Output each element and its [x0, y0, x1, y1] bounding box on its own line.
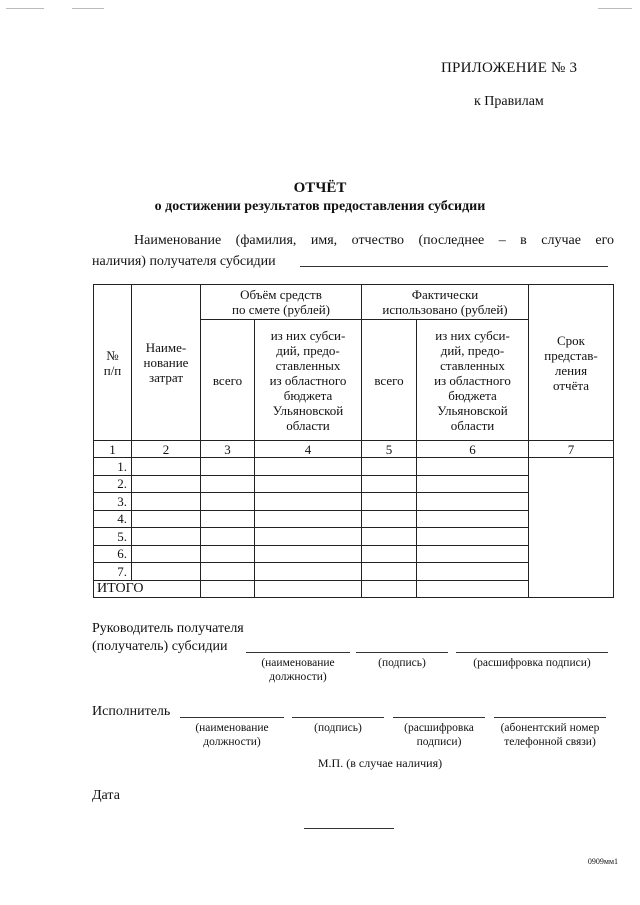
executor-position-line[interactable]: [180, 717, 284, 718]
data-cell[interactable]: [255, 563, 362, 581]
intro-line-1: Наименование (фамилия, имя, отчество (последнее – в случае его: [134, 233, 614, 248]
data-cell[interactable]: [255, 475, 362, 493]
head-signature-line[interactable]: [356, 652, 448, 653]
head-decoding-line[interactable]: [456, 652, 608, 653]
data-cell[interactable]: [417, 528, 529, 546]
data-cell[interactable]: [417, 458, 529, 476]
total-cell[interactable]: [417, 580, 529, 598]
data-cell[interactable]: [417, 563, 529, 581]
data-cell[interactable]: [362, 475, 417, 493]
data-cell[interactable]: [255, 493, 362, 511]
data-cell[interactable]: [201, 493, 255, 511]
col-number: 4: [255, 441, 362, 458]
header-actual-regional: из них субси- дий, предо- ставленных из областного бюджета Ульяновской области: [417, 320, 529, 441]
total-label: ИТОГО: [94, 580, 201, 598]
col-number: 7: [529, 441, 614, 458]
header-actual-total: всего: [362, 320, 417, 441]
scan-mark: [598, 8, 632, 9]
row-number: 5.: [94, 528, 132, 546]
appendix-number: ПРИЛОЖЕНИЕ № 3: [441, 60, 578, 76]
data-cell[interactable]: [132, 545, 201, 563]
footer-code: 0909мм1: [587, 857, 618, 866]
row-number: 6.: [94, 545, 132, 563]
scan-mark: [72, 8, 104, 9]
row-number: 2.: [94, 475, 132, 493]
header-estimate-total: всего: [201, 320, 255, 441]
data-cell[interactable]: [362, 563, 417, 581]
data-cell[interactable]: [417, 475, 529, 493]
data-cell[interactable]: [132, 563, 201, 581]
executor-label: Исполнитель: [92, 704, 171, 719]
stamp-note: М.П. (в случае наличия): [317, 756, 443, 770]
head-decoding-caption: (расшифровка подписи): [473, 657, 591, 669]
head-signature-caption: (подпись): [378, 657, 426, 669]
executor-signature-line[interactable]: [292, 717, 384, 718]
data-cell[interactable]: [132, 475, 201, 493]
row-number: 7.: [94, 563, 132, 581]
data-cell[interactable]: [201, 475, 255, 493]
col-number: 3: [201, 441, 255, 458]
table-row: [94, 458, 614, 476]
col-number: 2: [132, 441, 201, 458]
data-cell[interactable]: [201, 545, 255, 563]
data-cell[interactable]: [201, 563, 255, 581]
recipient-name-line[interactable]: [300, 266, 608, 267]
row-number: 3.: [94, 493, 132, 511]
row-number: 4.: [94, 510, 132, 528]
data-cell[interactable]: [417, 510, 529, 528]
data-cell[interactable]: [201, 528, 255, 546]
header-estimate-group: Объём средств по смете (рублей): [201, 285, 362, 320]
col-number: 6: [417, 441, 529, 458]
header-number: № п/п: [94, 285, 132, 441]
document-title: ОТЧЁТ: [293, 180, 347, 196]
total-cell[interactable]: [255, 580, 362, 598]
executor-signature-caption: (подпись): [314, 722, 362, 734]
col-number: 1: [94, 441, 132, 458]
data-cell[interactable]: [201, 510, 255, 528]
date-label: Дата: [92, 788, 120, 803]
row-number: 1.: [94, 458, 132, 476]
scan-mark: [6, 8, 44, 9]
appendix-reference: к Правилам: [474, 94, 544, 109]
total-cell[interactable]: [201, 580, 255, 598]
data-cell[interactable]: [362, 458, 417, 476]
col-number: 5: [362, 441, 417, 458]
deadline-cell[interactable]: [529, 458, 614, 598]
report-table: [93, 284, 614, 598]
data-cell[interactable]: [132, 458, 201, 476]
data-cell[interactable]: [417, 545, 529, 563]
executor-phone-caption: (абонентский номер телефонной связи): [500, 722, 600, 748]
executor-decoding-caption: (расшифровка подписи): [404, 722, 474, 748]
data-cell[interactable]: [255, 510, 362, 528]
data-cell[interactable]: [132, 510, 201, 528]
data-cell[interactable]: [132, 528, 201, 546]
data-cell[interactable]: [255, 545, 362, 563]
column-numbers-row: [94, 441, 614, 458]
data-cell[interactable]: [255, 458, 362, 476]
head-label-line-2: (получатель) субсидии: [92, 639, 228, 654]
executor-position-caption: (наименование должности): [195, 722, 269, 748]
total-cell[interactable]: [362, 580, 417, 598]
executor-phone-line[interactable]: [494, 717, 606, 718]
header-deadline: Срок представ- ления отчёта: [529, 285, 614, 441]
date-line[interactable]: [304, 828, 394, 829]
header-actual-group: Фактически использовано (рублей): [362, 285, 529, 320]
data-cell[interactable]: [417, 493, 529, 511]
document-subtitle: о достижении результатов предоставления субсидии: [154, 199, 486, 214]
header-estimate-regional: из них субси- дий, предо- ставленных из областного бюджета Ульяновской области: [255, 320, 362, 441]
head-label-line-1: Руководитель получателя: [92, 621, 244, 636]
data-cell[interactable]: [362, 493, 417, 511]
header-expense-name: Наиме- нование затрат: [132, 285, 201, 441]
data-cell[interactable]: [201, 458, 255, 476]
head-position-line[interactable]: [246, 652, 350, 653]
data-cell[interactable]: [362, 545, 417, 563]
data-cell[interactable]: [362, 510, 417, 528]
intro-line-2: наличия) получателя субсидии: [92, 254, 276, 269]
data-cell[interactable]: [132, 493, 201, 511]
data-cell[interactable]: [362, 528, 417, 546]
data-cell[interactable]: [255, 528, 362, 546]
executor-decoding-line[interactable]: [393, 717, 485, 718]
head-position-caption: (наименование должности): [261, 657, 335, 683]
